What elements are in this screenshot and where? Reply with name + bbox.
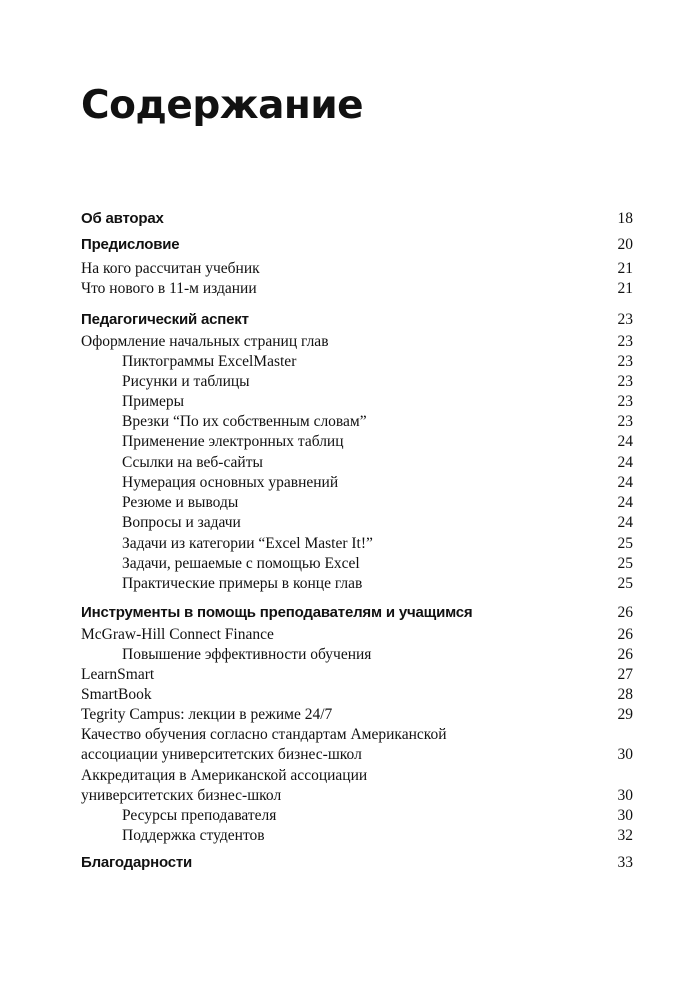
toc-page-number: 25 <box>617 575 633 592</box>
toc-entry <box>81 493 633 513</box>
toc-page-number: 23 <box>617 393 633 410</box>
toc-entry <box>81 392 633 412</box>
toc-heading <box>81 209 633 229</box>
toc-entry-title: Ресурсы преподавателя <box>122 807 277 824</box>
toc-entry-title: Вопросы и задачи <box>122 514 241 531</box>
toc-entry-title: Что нового в 11-м издании <box>81 280 257 297</box>
toc-page-number: 24 <box>617 433 633 450</box>
toc-entry <box>81 432 633 452</box>
toc-entry-title: Нумерация основных уравнений <box>122 474 339 491</box>
toc-entry <box>81 625 633 645</box>
toc-entry <box>81 352 633 372</box>
toc-entry-title: Об авторах <box>81 210 164 227</box>
toc-page-number: 26 <box>617 646 633 663</box>
toc-entry <box>81 665 633 685</box>
toc-page-number: 33 <box>617 854 633 871</box>
toc-entry <box>81 534 633 554</box>
toc-entry-title: Задачи из категории “Excel Master It!” <box>122 535 373 552</box>
toc-page-number: 24 <box>617 454 633 471</box>
toc-entry <box>81 412 633 432</box>
toc-entry <box>81 806 633 826</box>
toc-entry-title: Tegrity Campus: лекции в режиме 24/7 <box>81 706 333 723</box>
toc-entry-title: Рисунки и таблицы <box>122 373 250 390</box>
page-title: Содержание <box>81 83 364 128</box>
toc-entry <box>81 726 633 765</box>
toc-heading <box>81 853 633 873</box>
toc-page-number: 25 <box>617 535 633 552</box>
toc-heading <box>81 235 633 255</box>
toc-page-number: 26 <box>617 626 633 643</box>
toc-entry <box>81 705 633 725</box>
toc-entry <box>81 685 633 705</box>
toc-entry <box>81 453 633 473</box>
toc-entry-title: Практические примеры в конце глав <box>122 575 363 592</box>
toc-entry-title: Инструменты в помощь преподавателям и учащимся <box>81 604 473 621</box>
toc-entry-title: Поддержка студентов <box>122 827 265 844</box>
toc-entry-title: Применение электронных таблиц <box>122 433 344 450</box>
toc-page-number: 23 <box>617 413 633 430</box>
toc-page-number: 27 <box>617 666 633 683</box>
toc-page-number: 30 <box>617 787 633 804</box>
toc-entry <box>81 332 633 352</box>
toc-page-number: 32 <box>617 827 633 844</box>
toc-entry <box>81 473 633 493</box>
toc-entry-title: Ссылки на веб-сайты <box>122 454 263 471</box>
toc-entry <box>81 826 633 846</box>
toc-entry-title-continuation: ассоциации университетских бизнес-школ <box>81 746 362 763</box>
toc-page-number: 23 <box>617 373 633 390</box>
toc-page-number: 25 <box>617 555 633 572</box>
toc-page-number: 21 <box>617 280 633 297</box>
toc-entry <box>81 554 633 574</box>
toc-entry <box>81 645 633 665</box>
toc-page-number: 30 <box>617 807 633 824</box>
toc-entry-title: Примеры <box>122 393 185 410</box>
toc-page-number: 24 <box>617 474 633 491</box>
toc-page-number: 21 <box>617 260 633 277</box>
toc-entry-title: Педагогический аспект <box>81 311 249 328</box>
toc-page-number: 23 <box>617 333 633 350</box>
toc-page-number: 26 <box>617 604 633 621</box>
toc-page-number: 23 <box>617 353 633 370</box>
toc-page-number: 24 <box>617 514 633 531</box>
toc-entry <box>81 574 633 594</box>
toc-page-number: 18 <box>617 210 633 227</box>
toc-heading <box>81 603 633 623</box>
toc-entry-title: Благодарности <box>81 854 193 871</box>
toc-entry-title-continuation: университетских бизнес-школ <box>81 787 282 804</box>
toc-page-number: 30 <box>617 746 633 763</box>
toc-entry-title: SmartBook <box>81 686 152 703</box>
toc-entry <box>81 372 633 392</box>
toc-entry-title: Задачи, решаемые с помощью Excel <box>122 555 360 572</box>
toc-entry <box>81 259 633 279</box>
toc-entry-title: Врезки “По их собственным словам” <box>122 413 367 430</box>
toc-entry-title: LearnSmart <box>81 666 155 683</box>
toc-page-number: 24 <box>617 494 633 511</box>
toc-page-number: 29 <box>617 706 633 723</box>
toc-entry <box>81 767 633 806</box>
toc-entry <box>81 513 633 533</box>
toc-entry-title: McGraw-Hill Connect Finance <box>81 626 274 643</box>
toc-page-number: 23 <box>617 311 633 328</box>
toc-entry-title: Аккредитация в Американской ассоциации <box>81 767 368 784</box>
toc-page-number: 20 <box>617 236 633 253</box>
toc-entry-title: Повышение эффективности обучения <box>122 646 372 663</box>
toc-entry-title: Пиктограммы ExcelMaster <box>122 353 297 370</box>
toc-entry-title: На кого рассчитан учебник <box>81 260 260 277</box>
toc-entry-title: Предисловие <box>81 236 180 253</box>
toc-page-number: 28 <box>617 686 633 703</box>
toc-entry-title: Резюме и выводы <box>122 494 239 511</box>
toc-heading <box>81 310 633 330</box>
toc-entry-title: Качество обучения согласно стандартам Американской <box>81 726 447 743</box>
toc-entry-title: Оформление начальных страниц глав <box>81 333 329 350</box>
toc-entry <box>81 279 633 299</box>
